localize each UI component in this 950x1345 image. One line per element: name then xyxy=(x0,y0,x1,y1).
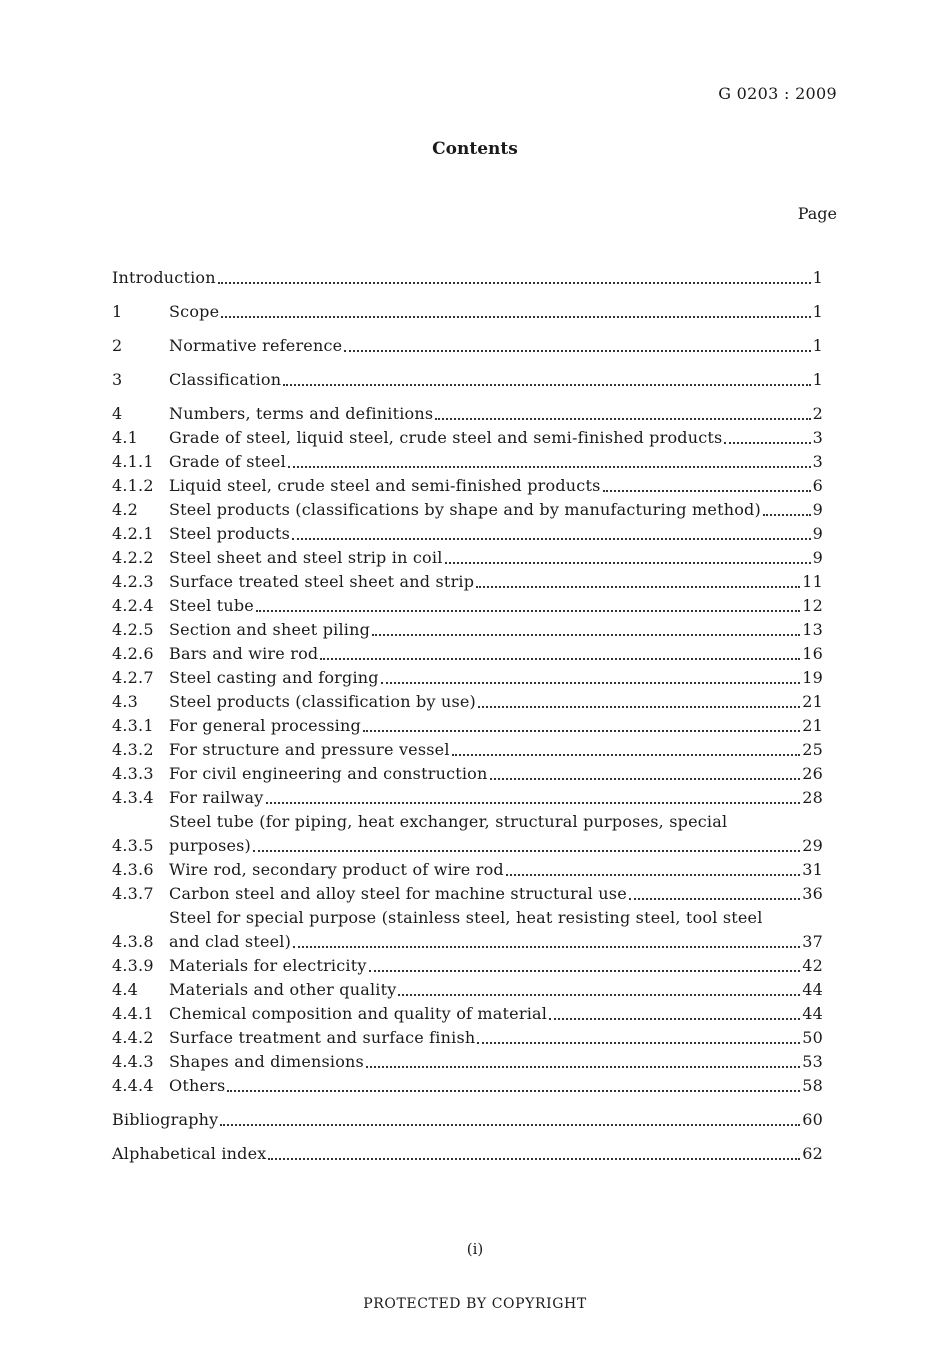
toc-entry[interactable] xyxy=(112,906,823,954)
toc-entry[interactable] xyxy=(112,762,823,786)
toc-entry-page: 44 xyxy=(802,980,823,999)
toc-entry-number: 4.3.1 xyxy=(112,716,154,735)
toc-entry-page: 25 xyxy=(802,740,823,759)
toc-entry-page: 19 xyxy=(802,668,823,687)
toc-entry[interactable] xyxy=(112,1050,823,1074)
dot-leader xyxy=(363,730,800,732)
toc-entry-title: Steel tube xyxy=(169,596,254,615)
dot-leader xyxy=(452,754,801,756)
dot-leader xyxy=(372,634,800,636)
dot-leader xyxy=(283,384,810,386)
toc-entry[interactable] xyxy=(112,1142,823,1166)
toc-entry-title: Introduction xyxy=(112,268,216,287)
toc-entry-title: Bars and wire rod xyxy=(169,644,319,663)
toc-entry[interactable] xyxy=(112,882,823,906)
toc-entry-title: Steel products xyxy=(169,524,291,543)
dot-leader xyxy=(490,778,801,780)
dot-leader xyxy=(506,874,800,876)
toc-entry-page: 9 xyxy=(812,500,823,519)
toc-entry-number: 4.3.6 xyxy=(112,860,154,879)
toc-entry[interactable] xyxy=(112,786,823,810)
toc-entry-title-continued: purposes) xyxy=(169,836,252,855)
toc-entry-number: 4 xyxy=(112,404,123,423)
toc-entry-page: 28 xyxy=(802,788,823,807)
toc-entry-page: 29 xyxy=(802,836,823,855)
dot-leader xyxy=(266,802,801,804)
toc-entry-number: 4.2.6 xyxy=(112,644,154,663)
toc-entry-title: Surface treated steel sheet and strip xyxy=(169,572,475,591)
dot-leader xyxy=(398,994,800,996)
toc-entry-number: 4.3.3 xyxy=(112,764,154,783)
toc-entry[interactable] xyxy=(112,498,823,522)
dot-leader xyxy=(227,1090,800,1092)
toc-entry-number: 1 xyxy=(112,302,123,321)
toc-entry-page: 16 xyxy=(802,644,823,663)
toc-entry-page: 36 xyxy=(802,884,823,903)
footer-page-number: (i) xyxy=(466,1240,484,1258)
toc-entry-page: 9 xyxy=(812,524,823,543)
toc-entry-page: 1 xyxy=(812,336,823,355)
dot-leader xyxy=(763,514,811,516)
toc-entry-title: Bibliography xyxy=(112,1110,219,1129)
toc-entry-number: 4.3.5 xyxy=(112,836,154,855)
dot-leader xyxy=(221,316,810,318)
toc-entry-page: 13 xyxy=(802,620,823,639)
dot-leader xyxy=(477,1042,800,1044)
toc-entry-number: 4.2.1 xyxy=(112,524,154,543)
dot-leader xyxy=(292,538,811,540)
toc-entry-title: Carbon steel and alloy steel for machine structural use xyxy=(169,884,627,903)
toc-entry-title: Liquid steel, crude steel and semi-finished products xyxy=(169,476,601,495)
toc-entry-title: Steel for special purpose (stainless steel, heat resisting steel, tool steel xyxy=(169,908,763,927)
toc-entry-page: 58 xyxy=(802,1076,823,1095)
toc-entry-number: 4.4 xyxy=(112,980,139,999)
toc-entry-number: 4.1 xyxy=(112,428,139,447)
toc-entry-title: Steel tube (for piping, heat exchanger, structural purposes, special xyxy=(169,812,728,831)
document-id: G 0203 : 2009 xyxy=(718,84,837,103)
toc-entry[interactable] xyxy=(112,450,823,474)
dot-leader xyxy=(344,350,810,352)
toc-entry-page: 3 xyxy=(812,452,823,471)
toc-entry-number: 3 xyxy=(112,370,123,389)
dot-leader xyxy=(476,586,800,588)
dot-leader xyxy=(293,946,800,948)
toc-entry[interactable] xyxy=(112,594,823,618)
toc-entry-title: Others xyxy=(169,1076,226,1095)
toc-entry[interactable] xyxy=(112,266,823,290)
toc-entry-page: 1 xyxy=(812,302,823,321)
toc-entry-page: 12 xyxy=(802,596,823,615)
toc-entry[interactable] xyxy=(112,368,823,392)
toc-entry[interactable] xyxy=(112,426,823,450)
toc-entry[interactable] xyxy=(112,334,823,358)
toc-entry[interactable] xyxy=(112,954,823,978)
dot-leader xyxy=(478,706,800,708)
toc-entry[interactable] xyxy=(112,714,823,738)
toc-entry-title: Chemical composition and quality of material xyxy=(169,1004,548,1023)
toc-entry-title: Wire rod, secondary product of wire rod xyxy=(169,860,504,879)
toc-entry[interactable] xyxy=(112,738,823,762)
toc-entry[interactable] xyxy=(112,642,823,666)
toc-entry-title: Materials and other quality xyxy=(169,980,397,999)
dot-leader xyxy=(369,970,801,972)
toc-entry-number: 4.4.3 xyxy=(112,1052,154,1071)
toc-entry[interactable] xyxy=(112,1026,823,1050)
toc-entry-number: 4.4.1 xyxy=(112,1004,154,1023)
toc-entry-page: 42 xyxy=(802,956,823,975)
toc-entry-number: 4.2.4 xyxy=(112,596,154,615)
toc-entry-page: 6 xyxy=(812,476,823,495)
toc-entry[interactable] xyxy=(112,570,823,594)
toc-entry-title: Steel products (classification by use) xyxy=(169,692,476,711)
dot-leader xyxy=(724,442,810,444)
toc-entry-number: 4.1.1 xyxy=(112,452,154,471)
toc-entry-page: 1 xyxy=(812,370,823,389)
toc-entry-title: Grade of steel xyxy=(169,452,286,471)
toc-entry-title: For general processing xyxy=(169,716,361,735)
toc-entry-title: Shapes and dimensions xyxy=(169,1052,364,1071)
toc-entry-number: 4.2.5 xyxy=(112,620,154,639)
toc-entry-title: Scope xyxy=(169,302,220,321)
dot-leader xyxy=(218,282,811,284)
toc-entry[interactable] xyxy=(112,546,823,570)
toc-entry-page: 9 xyxy=(812,548,823,567)
toc-entry[interactable] xyxy=(112,618,823,642)
toc-entry-page: 1 xyxy=(812,268,823,287)
toc-entry-title: Classification xyxy=(169,370,282,389)
toc-entry-page: 26 xyxy=(802,764,823,783)
toc-entry-number: 4.4.2 xyxy=(112,1028,154,1047)
toc-entry-page: 53 xyxy=(802,1052,823,1071)
toc-entry[interactable] xyxy=(112,1002,823,1026)
toc-entry-number: 4.1.2 xyxy=(112,476,154,495)
dot-leader xyxy=(603,490,811,492)
toc-entry-page: 44 xyxy=(802,1004,823,1023)
toc-entry-title: Steel sheet and steel strip in coil xyxy=(169,548,443,567)
toc-entry-number: 4.2.3 xyxy=(112,572,154,591)
toc-entry-number: 4.3.8 xyxy=(112,932,154,951)
toc-entry-page: 21 xyxy=(802,716,823,735)
toc-entry-page: 11 xyxy=(802,572,823,591)
toc-entry-title: For railway xyxy=(169,788,264,807)
toc-entry-title: Normative reference xyxy=(169,336,343,355)
toc-entry-page: 60 xyxy=(802,1110,823,1129)
dot-leader xyxy=(256,610,800,612)
toc-entry-number: 4.3.2 xyxy=(112,740,154,759)
dot-leader xyxy=(381,682,801,684)
toc-entry-title: Alphabetical index xyxy=(112,1144,267,1163)
page-column-label: Page xyxy=(797,204,837,223)
toc-entry-title: Surface treatment and surface finish xyxy=(169,1028,476,1047)
toc-entry-page: 3 xyxy=(812,428,823,447)
toc-entry-title: For civil engineering and construction xyxy=(169,764,488,783)
toc-entry-title: For structure and pressure vessel xyxy=(169,740,450,759)
dot-leader xyxy=(220,1124,800,1126)
toc-entry-number: 4.2 xyxy=(112,500,139,519)
toc-entry[interactable] xyxy=(112,1074,823,1098)
toc-entry[interactable] xyxy=(112,978,823,1002)
toc-entry[interactable] xyxy=(112,666,823,690)
copyright-notice: PROTECTED BY COPYRIGHT xyxy=(363,1296,587,1312)
dot-leader xyxy=(629,898,800,900)
dot-leader xyxy=(288,466,811,468)
toc-entry-title: Grade of steel, liquid steel, crude steel and semi-finished products xyxy=(169,428,723,447)
dot-leader xyxy=(366,1066,800,1068)
toc-entry[interactable] xyxy=(112,690,823,714)
toc-entry-title: Materials for electricity xyxy=(169,956,367,975)
toc-entry-title: Steel products (classifications by shape and by manufacturing method) xyxy=(169,500,761,519)
toc-entry[interactable] xyxy=(112,858,823,882)
dot-leader xyxy=(253,850,800,852)
toc-entry-page: 50 xyxy=(802,1028,823,1047)
toc-entry-title: Steel casting and forging xyxy=(169,668,379,687)
toc-entry-page: 62 xyxy=(802,1144,823,1163)
toc-entry-number: 2 xyxy=(112,336,123,355)
toc-entry-page: 2 xyxy=(812,404,823,423)
toc-entry[interactable] xyxy=(112,522,823,546)
toc-entry-number: 4.3.4 xyxy=(112,788,154,807)
toc-entry[interactable] xyxy=(112,300,823,324)
toc-entry-number: 4.4.4 xyxy=(112,1076,154,1095)
dot-leader xyxy=(445,562,811,564)
toc-entry-title-continued: and clad steel) xyxy=(169,932,292,951)
toc-entry[interactable] xyxy=(112,474,823,498)
toc-entry[interactable] xyxy=(112,1108,823,1132)
toc-entry-number: 4.3.9 xyxy=(112,956,154,975)
toc-entry-title: Numbers, terms and definitions xyxy=(169,404,434,423)
toc-entry[interactable] xyxy=(112,402,823,426)
toc-entry-page: 37 xyxy=(802,932,823,951)
toc-entry-number: 4.2.7 xyxy=(112,668,154,687)
page-title: Contents xyxy=(432,139,518,159)
table-of-contents xyxy=(112,266,823,1166)
toc-entry-title: Section and sheet piling xyxy=(169,620,371,639)
dot-leader xyxy=(549,1018,800,1020)
toc-entry-page: 31 xyxy=(802,860,823,879)
dot-leader xyxy=(435,418,810,420)
toc-entry[interactable] xyxy=(112,810,823,858)
dot-leader xyxy=(320,658,800,660)
dot-leader xyxy=(268,1158,800,1160)
toc-entry-number: 4.3.7 xyxy=(112,884,154,903)
toc-entry-number: 4.2.2 xyxy=(112,548,154,567)
toc-entry-number: 4.3 xyxy=(112,692,139,711)
toc-entry-page: 21 xyxy=(802,692,823,711)
